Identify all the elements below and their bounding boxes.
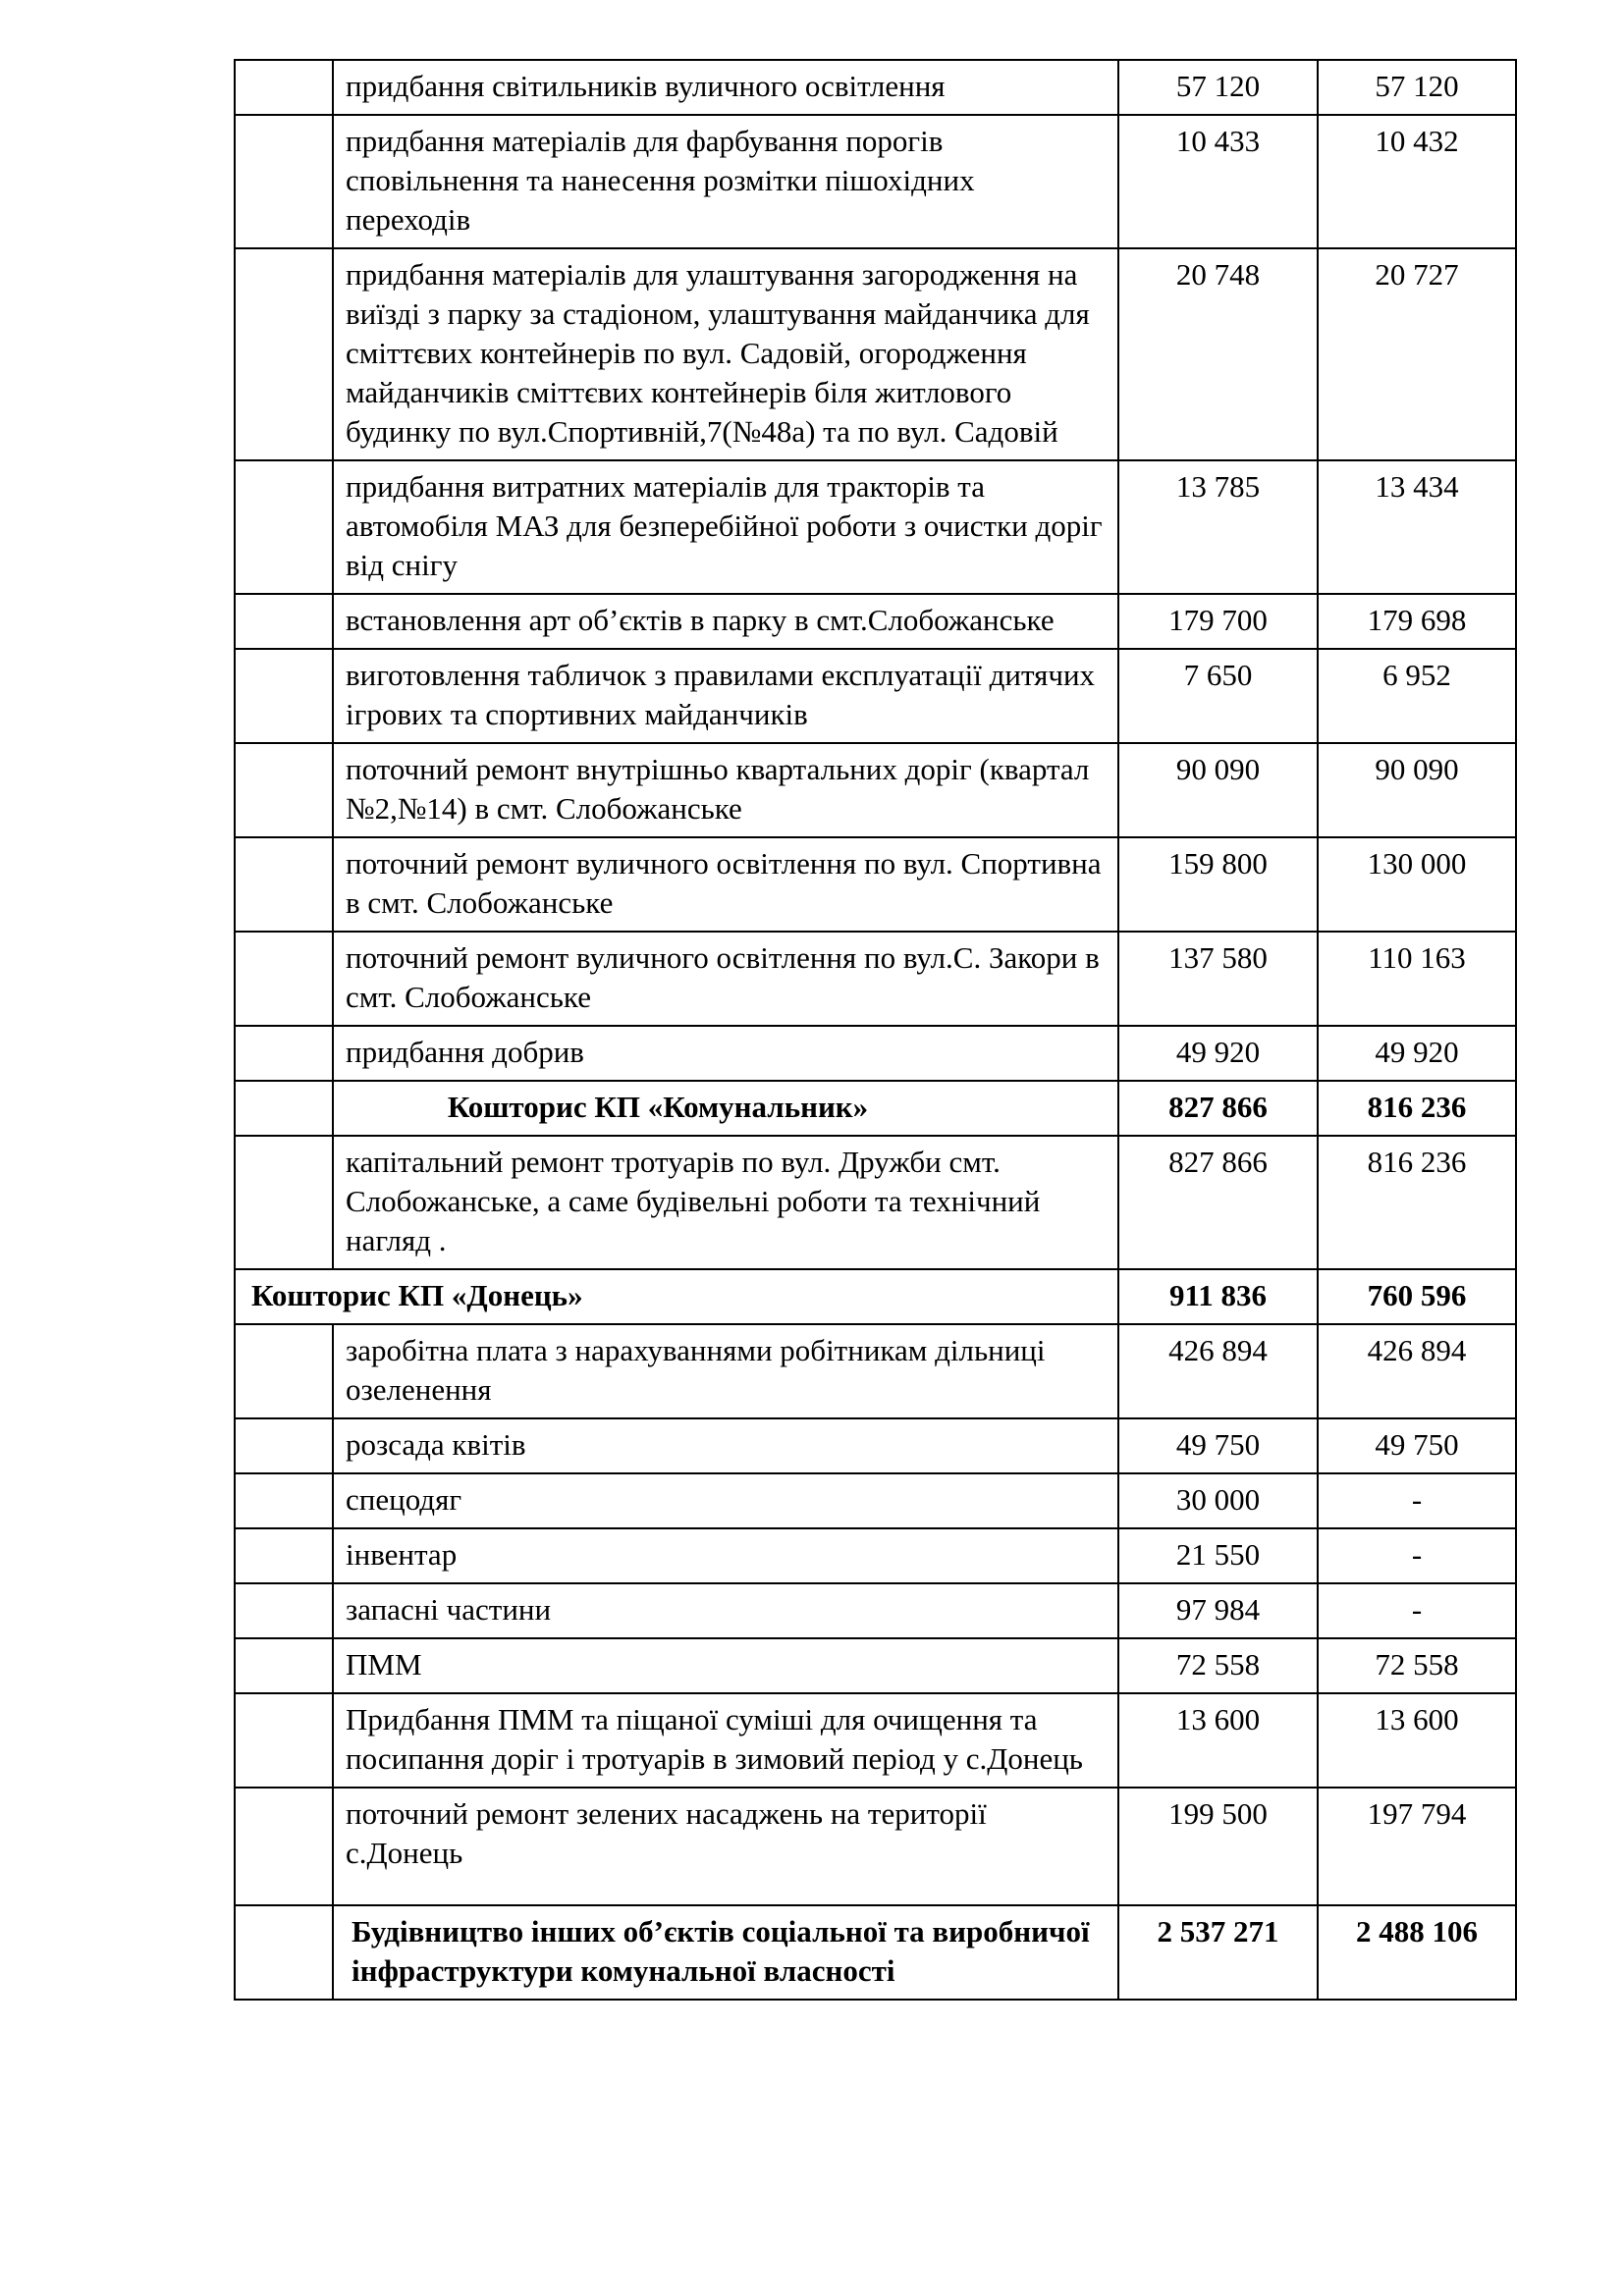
table-row [235, 60, 1516, 115]
description-cell: поточний ремонт внутрішньо квартальних доріг (квартал №2,№14) в смт. Слобожанське [333, 743, 1118, 837]
description-cell: придбання витратних матеріалів для тракторів та автомобіля МАЗ для безперебійної роботи з очистки доріг від снігу [333, 460, 1118, 594]
index-cell [235, 1473, 333, 1528]
table-row [235, 1324, 1516, 1418]
planned-amount-cell: 911 836 [1118, 1269, 1318, 1324]
planned-amount-cell: 199 500 [1118, 1788, 1318, 1905]
actual-amount-cell: - [1318, 1528, 1516, 1583]
table-row [235, 649, 1516, 743]
index-cell [235, 460, 333, 594]
index-cell [235, 594, 333, 649]
planned-amount-cell: 21 550 [1118, 1528, 1318, 1583]
description-cell: поточний ремонт вуличного освітлення по вул. Спортивна в смт. Слобожанське [333, 837, 1118, 932]
planned-amount-cell: 827 866 [1118, 1081, 1318, 1136]
description-cell: поточний ремонт вуличного освітлення по вул.С. Закори в смт. Слобожанське [333, 932, 1118, 1026]
actual-amount-cell: 72 558 [1318, 1638, 1516, 1693]
description-cell: придбання добрив [333, 1026, 1118, 1081]
actual-amount-cell: 760 596 [1318, 1269, 1516, 1324]
table-row [235, 460, 1516, 594]
planned-amount-cell: 179 700 [1118, 594, 1318, 649]
index-cell [235, 1693, 333, 1788]
actual-amount-cell: 57 120 [1318, 60, 1516, 115]
budget-table [234, 59, 1517, 2001]
table-row [235, 1583, 1516, 1638]
description-cell: встановлення арт об’єктів в парку в смт.Слобожанське [333, 594, 1118, 649]
index-cell [235, 1583, 333, 1638]
description-cell: придбання матеріалів для улаштування загородження на виїзді з парку за стадіоном, улаштування майданчика для сміттєвих контейнерів по вул. Садовій, огородження майданчиків сміттєвих контейнерів біля житлового будинку по вул.Спортивній,7(№48а) та по вул. Садовій [333, 248, 1118, 460]
actual-amount-cell: 20 727 [1318, 248, 1516, 460]
table-row [235, 1473, 1516, 1528]
planned-amount-cell: 159 800 [1118, 837, 1318, 932]
planned-amount-cell: 13 600 [1118, 1693, 1318, 1788]
planned-amount-cell: 13 785 [1118, 460, 1318, 594]
subtotal-row [235, 1081, 1516, 1136]
planned-amount-cell: 137 580 [1118, 932, 1318, 1026]
actual-amount-cell: 197 794 [1318, 1788, 1516, 1905]
description-cell: спецодяг [333, 1473, 1118, 1528]
planned-amount-cell: 20 748 [1118, 248, 1318, 460]
description-cell: інвентар [333, 1528, 1118, 1583]
table-row [235, 1026, 1516, 1081]
description-cell: розсада квітів [333, 1418, 1118, 1473]
actual-amount-cell: 13 434 [1318, 460, 1516, 594]
description-cell: запасні частини [333, 1583, 1118, 1638]
actual-amount-cell: 6 952 [1318, 649, 1516, 743]
table-row [235, 1528, 1516, 1583]
planned-amount-cell: 10 433 [1118, 115, 1318, 248]
index-cell [235, 115, 333, 248]
table-row [235, 1136, 1516, 1269]
description-cell: Будівництво інших об’єктів соціальної та виробничої інфраструктури комунальної власності [333, 1905, 1118, 2000]
actual-amount-cell: - [1318, 1583, 1516, 1638]
planned-amount-cell: 426 894 [1118, 1324, 1318, 1418]
index-cell [235, 1324, 333, 1418]
index-cell [235, 649, 333, 743]
index-cell [235, 743, 333, 837]
index-cell [235, 60, 333, 115]
actual-amount-cell: 49 920 [1318, 1026, 1516, 1081]
planned-amount-cell: 97 984 [1118, 1583, 1318, 1638]
planned-amount-cell: 57 120 [1118, 60, 1318, 115]
description-cell: заробітна плата з нарахуваннями робітникам дільниці озеленення [333, 1324, 1118, 1418]
table-row [235, 248, 1516, 460]
planned-amount-cell: 827 866 [1118, 1136, 1318, 1269]
table-row [235, 1418, 1516, 1473]
section-row [235, 1269, 1516, 1324]
table-row [235, 115, 1516, 248]
index-cell [235, 1638, 333, 1693]
planned-amount-cell: 7 650 [1118, 649, 1318, 743]
index-cell [235, 1905, 333, 2000]
index-cell [235, 248, 333, 460]
actual-amount-cell: 179 698 [1318, 594, 1516, 649]
table-row [235, 1788, 1516, 1905]
total-row [235, 1905, 1516, 2000]
index-cell [235, 1528, 333, 1583]
table-row [235, 743, 1516, 837]
planned-amount-cell: 49 750 [1118, 1418, 1318, 1473]
description-cell: Придбання ПММ та піщаної суміші для очищення та посипання доріг і тротуарів в зимовий період у с.Донець [333, 1693, 1118, 1788]
table-row [235, 837, 1516, 932]
actual-amount-cell: 816 236 [1318, 1136, 1516, 1269]
description-cell: капітальний ремонт тротуарів по вул. Дружби смт. Слобожанське, а саме будівельні роботи та технічний нагляд . [333, 1136, 1118, 1269]
description-cell: ПММ [333, 1638, 1118, 1693]
actual-amount-cell: 13 600 [1318, 1693, 1516, 1788]
description-cell: придбання матеріалів для фарбування порогів сповільнення та нанесення розмітки пішохідних переходів [333, 115, 1118, 248]
actual-amount-cell: 816 236 [1318, 1081, 1516, 1136]
actual-amount-cell: 10 432 [1318, 115, 1516, 248]
budget-table-body [235, 60, 1516, 2000]
description-cell: придбання світильників вуличного освітлення [333, 60, 1118, 115]
index-cell [235, 1136, 333, 1269]
actual-amount-cell: - [1318, 1473, 1516, 1528]
actual-amount-cell: 49 750 [1318, 1418, 1516, 1473]
planned-amount-cell: 30 000 [1118, 1473, 1318, 1528]
index-cell [235, 1081, 333, 1136]
index-cell [235, 837, 333, 932]
description-cell: Кошторис КП «Комунальник» [333, 1081, 1118, 1136]
table-row [235, 1638, 1516, 1693]
index-cell [235, 1788, 333, 1905]
table-row [235, 1693, 1516, 1788]
actual-amount-cell: 2 488 106 [1318, 1905, 1516, 2000]
actual-amount-cell: 426 894 [1318, 1324, 1516, 1418]
actual-amount-cell: 130 000 [1318, 837, 1516, 932]
table-row [235, 594, 1516, 649]
table-row [235, 932, 1516, 1026]
planned-amount-cell: 49 920 [1118, 1026, 1318, 1081]
actual-amount-cell: 110 163 [1318, 932, 1516, 1026]
section-title-cell: Кошторис КП «Донець» [235, 1269, 1118, 1324]
planned-amount-cell: 90 090 [1118, 743, 1318, 837]
index-cell [235, 1026, 333, 1081]
planned-amount-cell: 72 558 [1118, 1638, 1318, 1693]
description-cell: поточний ремонт зелених насаджень на території с.Донець [333, 1788, 1118, 1905]
description-cell: виготовлення табличок з правилами експлуатації дитячих ігрових та спортивних майданчиків [333, 649, 1118, 743]
planned-amount-cell: 2 537 271 [1118, 1905, 1318, 2000]
actual-amount-cell: 90 090 [1318, 743, 1516, 837]
index-cell [235, 932, 333, 1026]
index-cell [235, 1418, 333, 1473]
